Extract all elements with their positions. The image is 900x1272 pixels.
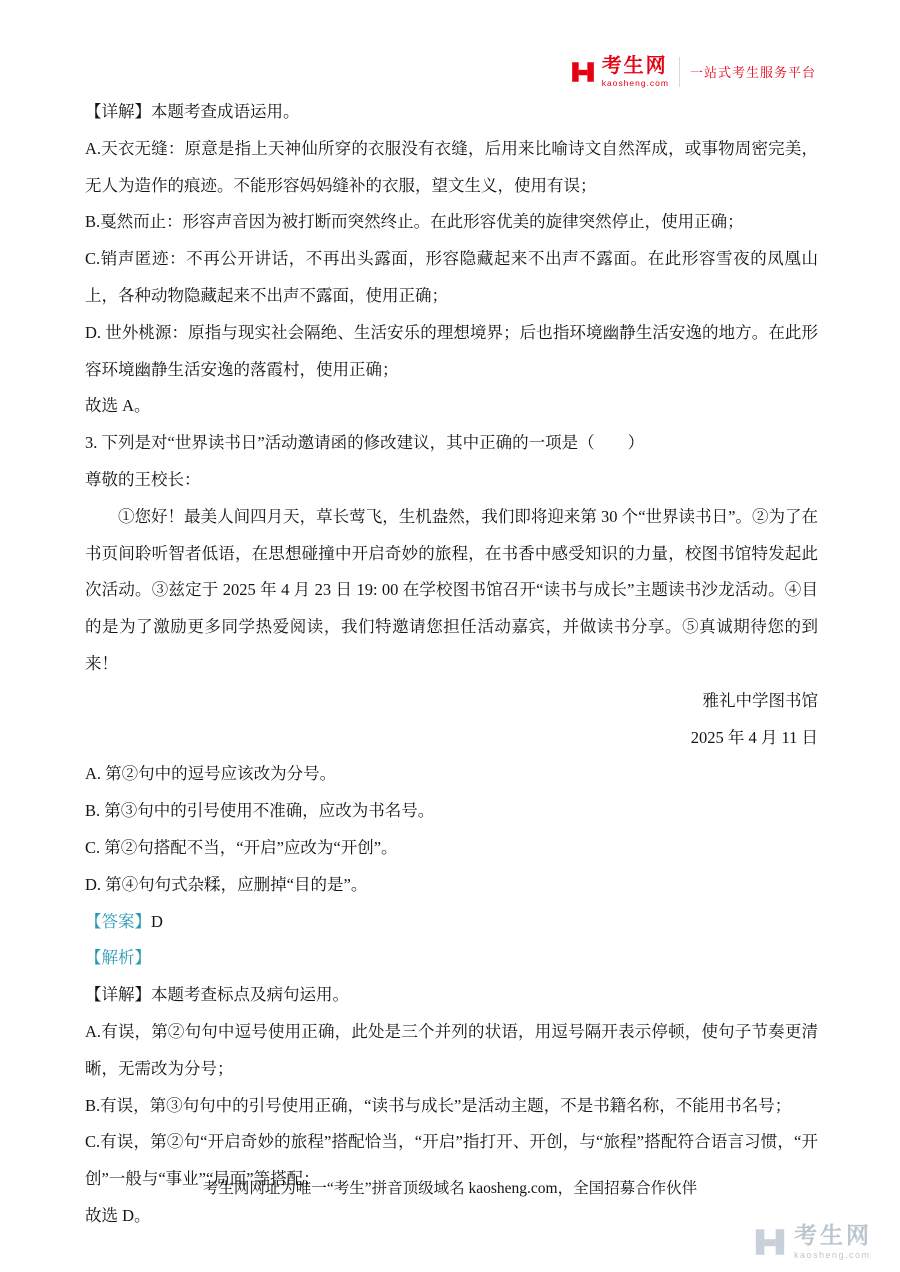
- letter-salutation: 尊敬的王校长：: [85, 469, 201, 489]
- brand-divider: [679, 57, 680, 87]
- idiom-analysis-b: B.戛然而止：形容声音因为被打断而突然终止。在此形容优美的旋律突然停止，使用正确；: [85, 212, 744, 232]
- explanation-intro-2: 【详解】本题考查标点及病句运用。: [85, 985, 349, 1005]
- kaosheng-watermark-icon: [753, 1225, 787, 1259]
- idiom-analysis-d: D. 世外桃源：原指与现实社会隔绝、生活安乐的理想境界；后也指环境幽静生活安逸的地方。在此形容环境幽静生活安逸的落霞村，使用正确；: [85, 322, 818, 379]
- idiom-analysis-c: C.销声匿迹：不再公开讲话，不再出头露面，形容隐藏起来不出声不露面。在此形容雪夜的凤凰山上，各种动物隐藏起来不出声不露面，使用正确；: [85, 249, 818, 305]
- explanation-intro-1: 【详解】本题考查成语运用。: [85, 102, 300, 121]
- choice-c: C. 第②句搭配不当，“开启”应改为“开创”。: [85, 837, 398, 857]
- page-footer-note: 考生网网址为唯一“考生”拼音顶级域名 kaosheng.com，全国招募合作伙伴: [202, 1180, 698, 1197]
- choice-d: D. 第④句句式杂糅，应删掉“目的是”。: [85, 874, 368, 894]
- brand-name: 考生网: [601, 55, 668, 77]
- watermark-domain: kaosheng.com: [794, 1250, 871, 1260]
- header-brand: [570, 56, 816, 88]
- brand-text: [602, 56, 669, 88]
- choice-a: A. 第②句中的逗号应该改为分号。: [85, 764, 337, 784]
- analysis-line: [85, 940, 818, 977]
- explanation-a: A.有误，第②句句中逗号使用正确，此处是三个并列的状语，用逗号隔开表示停顿，使句子节奏更清晰，无需改为分号；: [85, 1021, 818, 1078]
- explanation-c: C.有误，第②句“开启奇妙的旅程”搭配恰当，“开启”指打开、开创，与“旅程”搭配符合语言习惯，“开创”一般与“事业”“局面”等搭配；: [85, 1132, 818, 1189]
- letter-date: 2025 年 4 月 11 日: [690, 727, 818, 747]
- watermark: [753, 1224, 872, 1260]
- idiom-analysis-a: A.天衣无缝：原意是指上天神仙所穿的衣服没有衣缝，后用来比喻诗文自然浑成，或事物周密完美，无人为造作的痕迹。不能形容妈妈缝补的衣服，望文生义，使用有误；: [85, 138, 818, 195]
- letter-body: ①您好！最美人间四月天，草长莺飞，生机盎然，我们即将迎来第 30 个“世界读书日”。②为了在书页间聆听智者低语，在思想碰撞中开启奇妙的旅程，在书香中感受知识的力量，校图书馆特发起此次活动。③兹定于 2025 年 4 月 23 日 19: 00 在学校图书馆召开“读书与成长”主题读书沙龙活动。④目的是为了激励更多同学热爱阅读，我们特邀请您担任活动嘉宾，并做读书分享。⑤真诚期待您的到来！: [85, 506, 818, 673]
- answer-label: 【答案】: [85, 911, 151, 931]
- brand-domain: kaosheng.com: [601, 78, 669, 88]
- explanation-b: B.有误，第③句句中的引号使用正确，“读书与成长”是活动主题，不是书籍名称，不能用书名号；: [85, 1095, 792, 1115]
- document-page: [85, 94, 818, 1235]
- watermark-text: [794, 1224, 872, 1260]
- brand-tagline: 一站式考生服务平台: [689, 65, 816, 81]
- answer-value: D: [151, 911, 163, 931]
- choice-b: B. 第③句中的引号使用不准确，应改为书名号。: [85, 801, 435, 821]
- watermark-name: 考生网: [794, 1222, 872, 1248]
- analysis-label: 【解析】: [85, 948, 151, 968]
- conclusion-choose-d: 故选 D。: [85, 1205, 151, 1225]
- conclusion-choose-a: 故选 A。: [85, 396, 151, 416]
- answer-line: [85, 904, 818, 941]
- question-3-stem: 3. 下列是对“世界读书日”活动邀请函的修改建议，其中正确的一项是（ ）: [85, 433, 645, 453]
- kaosheng-logo-icon: [570, 59, 596, 85]
- letter-signature: 雅礼中学图书馆: [702, 690, 818, 710]
